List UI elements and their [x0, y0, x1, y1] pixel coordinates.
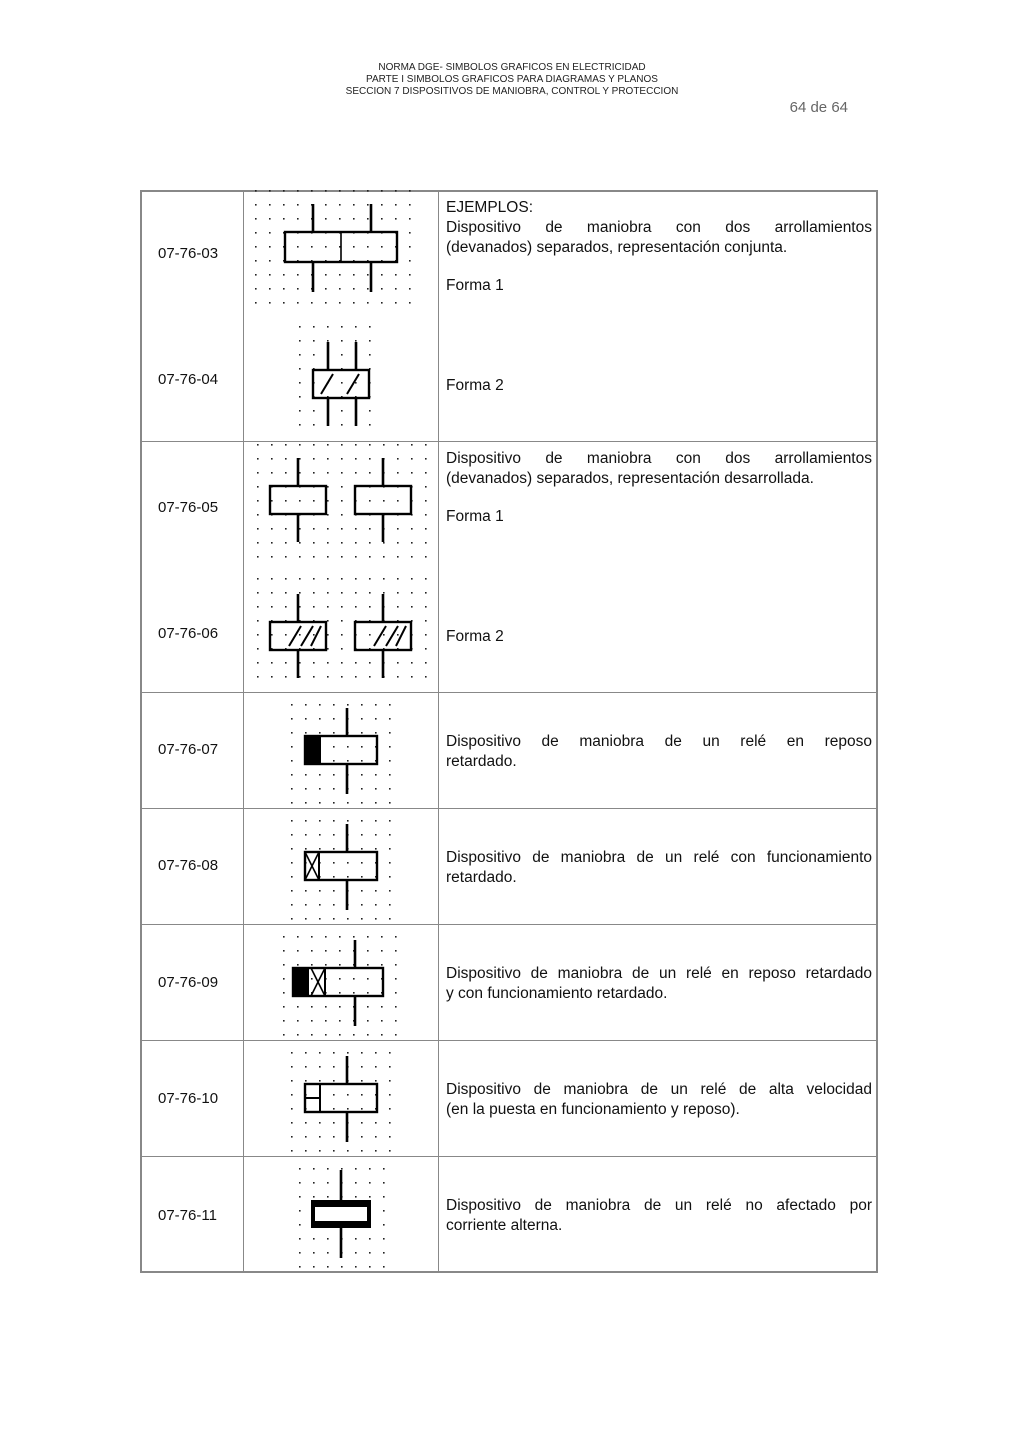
- row-divider: [140, 1156, 878, 1157]
- header-line-1: NORMA DGE- SIMBOLOS GRAFICOS EN ELECTRICIDAD: [378, 62, 646, 73]
- description-line: (devanados) separados, representación desarrollada.: [446, 470, 814, 487]
- row-description: [446, 376, 872, 396]
- dot-grid: [255, 190, 411, 304]
- row-code: 07-76-05: [158, 499, 219, 516]
- high-speed-relay-icon: [245, 1042, 438, 1156]
- two-winding-relay-developed-form1-icon: [245, 440, 438, 570]
- header-line-3: SECCION 7 DISPOSITIVOS DE MANIOBRA, CONTROL Y PROTECCION: [345, 86, 679, 97]
- slow-operate-slow-release-relay-icon: [245, 926, 438, 1040]
- row-code: 07-76-06: [158, 625, 219, 642]
- examples-heading: EJEMPLOS:: [446, 199, 533, 216]
- row-divider: [140, 924, 878, 925]
- ac-insensitive-relay-icon: [245, 1158, 438, 1272]
- form-label: Forma 1: [446, 277, 504, 294]
- row-code: 07-76-09: [158, 974, 219, 991]
- delay-block: [293, 968, 309, 996]
- row-divider: [140, 1040, 878, 1041]
- form-label: Forma 2: [446, 628, 504, 645]
- row-description: [446, 627, 872, 647]
- description-line: Dispositivo de maniobra de un relé con funcionamiento: [446, 849, 872, 866]
- row-code: 07-76-11: [158, 1207, 217, 1224]
- column-divider-1: [243, 190, 244, 1273]
- page-number: 64 de 64: [789, 99, 848, 116]
- slow-release-relay-icon: [245, 694, 438, 808]
- description-line: corriente alterna.: [446, 1217, 563, 1234]
- row-code: 07-76-04: [158, 371, 219, 388]
- dot-grid: [299, 326, 371, 426]
- row-code: 07-76-07: [158, 741, 219, 758]
- description-line: (devanados) separados, representación conjunta.: [446, 239, 788, 256]
- row-divider: [140, 808, 878, 809]
- symbol-stroke: [321, 374, 333, 394]
- description-line: Dispositivo de maniobra de un relé en reposo retardado: [446, 965, 872, 982]
- form-label: Forma 2: [446, 377, 504, 394]
- row-code: 07-76-10: [158, 1090, 219, 1107]
- symbol-stroke: [374, 626, 386, 646]
- coil-inner: [315, 1207, 367, 1221]
- coil-box: [270, 486, 326, 514]
- description-line: Dispositivo de maniobra de un relé en reposo: [446, 733, 872, 750]
- row-description: [446, 732, 872, 772]
- description-line: Dispositivo de maniobra de un relé de alta velocidad: [446, 1081, 872, 1098]
- symbol-stroke: [301, 626, 313, 646]
- description-line: retardado.: [446, 869, 517, 886]
- table-border-right: [876, 190, 878, 1273]
- coil-box: [355, 622, 411, 650]
- two-winding-relay-developed-form2-icon: [245, 574, 438, 692]
- row-description: [446, 449, 872, 527]
- two-winding-relay-joint-form1-icon: [245, 188, 438, 312]
- coil-box: [270, 622, 326, 650]
- description-line: Dispositivo de maniobra con dos arrollamientos: [446, 450, 872, 467]
- row-description: [446, 1080, 872, 1120]
- symbol-stroke: [289, 626, 301, 646]
- table-border-left: [140, 190, 142, 1273]
- dot-grid: [257, 578, 427, 678]
- coil-box: [305, 852, 377, 880]
- row-divider: [140, 692, 878, 693]
- row-description: [446, 1196, 872, 1236]
- row-code: 07-76-08: [158, 857, 219, 874]
- dot-grid: [257, 444, 427, 558]
- symbol-stroke: [311, 626, 321, 646]
- form-label: Forma 1: [446, 508, 504, 525]
- delay-block: [305, 736, 321, 764]
- header-line-2: PARTE I SIMBOLOS GRAFICOS PARA DIAGRAMAS Y PLANOS: [366, 74, 658, 85]
- description-line: y con funcionamiento retardado.: [446, 985, 668, 1002]
- symbol-stroke: [386, 626, 398, 646]
- description-line: Dispositivo de maniobra de un relé no afectado por: [446, 1197, 872, 1214]
- symbol-stroke: [396, 626, 406, 646]
- slow-operating-relay-icon: [245, 810, 438, 924]
- two-winding-relay-joint-form2-icon: [245, 322, 438, 432]
- row-description: [446, 198, 872, 296]
- column-divider-2: [438, 190, 439, 1273]
- row-code: 07-76-03: [158, 245, 219, 262]
- description-line: Dispositivo de maniobra con dos arrollamientos: [446, 219, 872, 236]
- row-description: [446, 848, 872, 888]
- description-line: (en la puesta en funcionamiento y reposo).: [446, 1101, 740, 1118]
- row-description: [446, 964, 872, 1004]
- symbol-stroke: [347, 374, 359, 394]
- description-line: retardado.: [446, 753, 517, 770]
